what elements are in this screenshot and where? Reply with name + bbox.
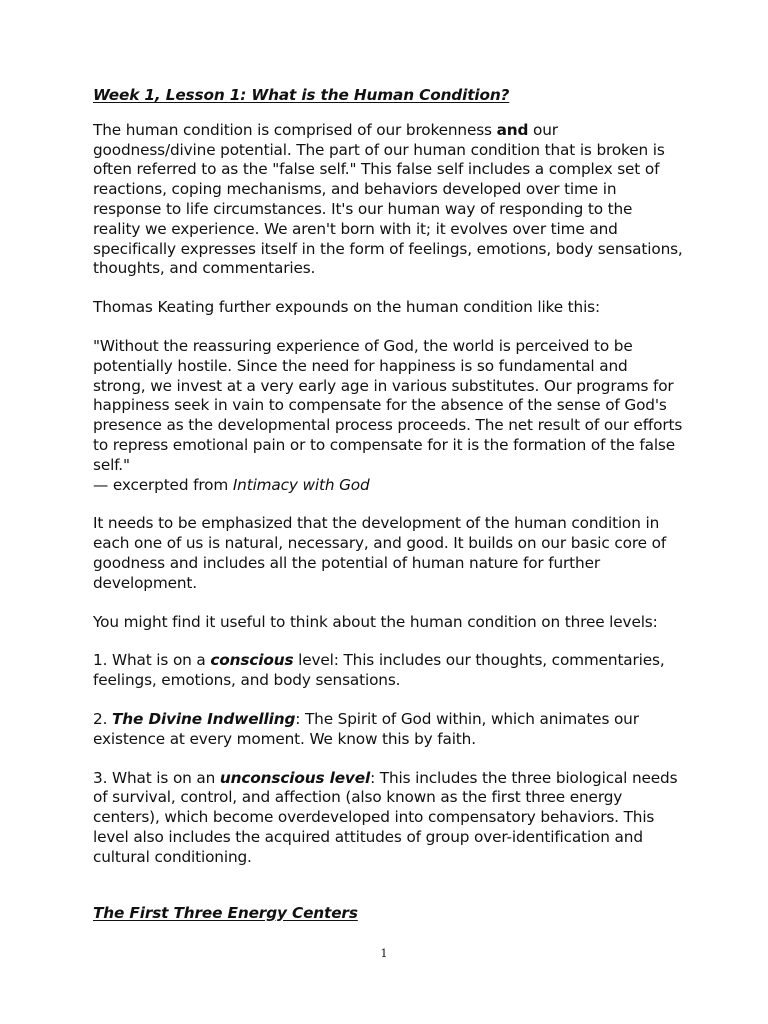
lesson-title: Week 1, Lesson 1: What is the Human Condition? <box>93 86 510 104</box>
attribution-prefix: — excerpted from <box>93 475 233 494</box>
intro-bold-word: and <box>496 120 529 139</box>
page-number: 1 <box>380 947 388 960</box>
level-2-prefix: 2. <box>93 709 113 728</box>
intro-text-end: our goodness/divine potential. The part of our human condition that is broken is often referred to as the "false self." This false self includes a complex set of reactions, coping mechanisms, and behaviors developed over time in response to life circumstances. It's our human way of responding to the reality we experience. We aren't born with it; it evolves over time and specifically expresses itself in the form of feelings, emotions, body sensations, thoughts, and commentaries. <box>93 120 683 278</box>
level-1-suffix: level: This includes our thoughts, commentaries, feelings, emotions, and body sensations. <box>93 651 665 690</box>
level-2-suffix: : The Spirit of God within, which animates our existence at every moment. We know this by faith. <box>93 709 639 748</box>
level-3-prefix: 3. What is on an <box>93 768 220 787</box>
level-2-emphasis: The Divine Indwelling <box>112 709 296 728</box>
quote-attribution <box>93 476 683 496</box>
attribution-source: Intimacy with God <box>232 475 370 494</box>
level-1-prefix: 1. What is on a <box>93 651 211 670</box>
emphasis-paragraph: It needs to be emphasized that the development of the human condition in each one of us is natural, necessary, and good. It builds on our basic core of goodness and includes all the potential of human nature for further development. <box>93 514 667 592</box>
level-1-emphasis: conscious <box>210 651 294 670</box>
keating-intro: Thomas Keating further expounds on the human condition like this: <box>93 298 600 317</box>
intro-paragraph <box>93 121 683 279</box>
level-3-emphasis: unconscious level <box>219 768 371 787</box>
keating-quote: "Without the reassuring experience of God, the world is perceived to be potentially hostile. Since the need for happiness is so fundamental and strong, we invest at a very early age in various substitutes. Our programs for happiness seek in vain to compensate for the absence of the sense of God's presence as the developmental process proceeds. The net result of our efforts to repress emotional pain or to compensate for it is the formation of the false self." <box>93 336 683 474</box>
document-page <box>93 86 683 923</box>
level-item-conscious <box>93 651 683 691</box>
level-item-divine-indwelling <box>93 710 683 750</box>
intro-text-start: The human condition is comprised of our brokenness <box>93 120 497 139</box>
levels-intro: You might find it useful to think about the human condition on three levels: <box>93 612 658 631</box>
level-item-unconscious <box>93 769 683 868</box>
level-3-suffix: : This includes the three biological needs of survival, control, and affection (also known as the first three energy centers), which become overdeveloped into compensatory behaviors. This level also includes the acquired attitudes of group over-identification and cultural conditioning. <box>93 768 678 866</box>
section-heading: The First Three Energy Centers <box>93 903 358 922</box>
